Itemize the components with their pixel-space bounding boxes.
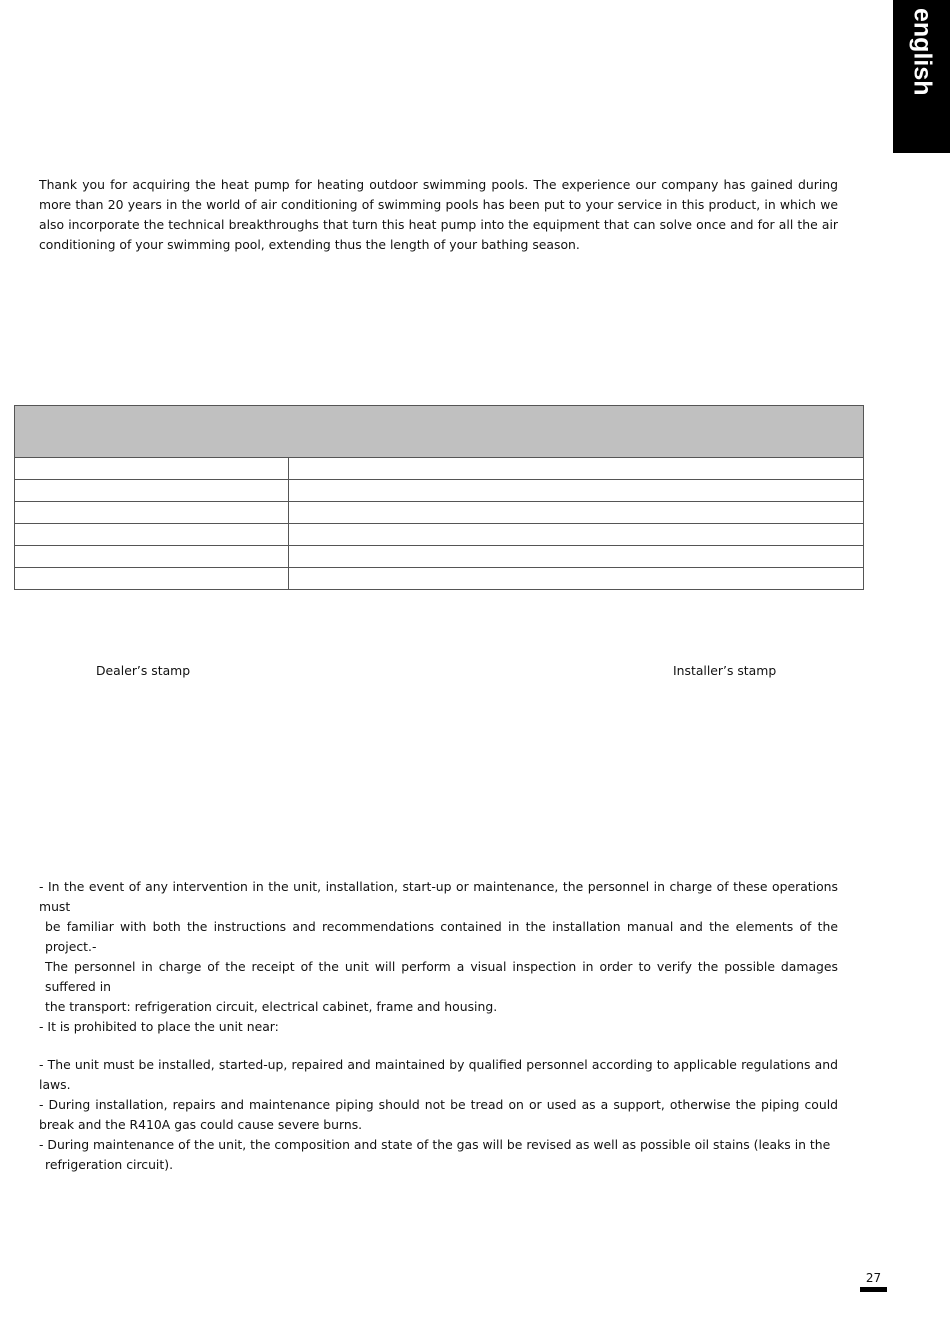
note-line: - It is prohibited to place the unit near: [39,1019,279,1034]
note-line: - During installation, repairs and maintenance piping should not be tread on or used as a support, otherwise the piping could break and the R410A gas could cause severe burns. [39,1097,838,1132]
table-row [15,480,864,502]
note-line: - During maintenance of the unit, the composition and state of the gas will be revised as well as possible oil stains (leaks in the [39,1137,831,1152]
intro-paragraph: Thank you for acquiring the heat pump for heating outdoor swimming pools. The experience our company has gained during more than 20 years in the world of air conditioning of swimming pools has been put to your service in this product, in which we also incorporate the technical breakthroughs that turn this heat pump into the equipment that can solve once and for all the air conditioning of your swimming pool, extending thus the length of your bathing season. [39,177,838,252]
table-cell-value [289,546,864,568]
table-header-cell [15,406,864,458]
table-cell-value [289,524,864,546]
table-row [15,524,864,546]
table-cell-label [15,458,289,480]
note-line: - The unit must be installed, started-up, repaired and maintained by qualified personnel according to applicable regulations and laws. [39,1057,838,1092]
table-header-row [15,406,864,458]
table-row [15,502,864,524]
table-cell-label [15,524,289,546]
registration-table [14,405,864,590]
page-number: 27 [865,1271,882,1285]
note-line: the transport: refrigeration circuit, electrical cabinet, frame and housing. [45,999,498,1014]
note-line: The personnel in charge of the receipt of the unit will perform a visual inspection in order to verify the possible damages suffered in [45,959,838,994]
installer-stamp-label: Installer’s stamp [673,663,777,678]
table-cell-value [289,480,864,502]
table-row [15,458,864,480]
table-row [15,546,864,568]
table-row [15,568,864,590]
note-line: refrigeration circuit). [45,1157,174,1172]
note-line: - In the event of any intervention in the unit, installation, start-up or maintenance, the personnel in charge of these operations must [39,879,838,914]
note-spacer [39,1037,838,1055]
page-number-bar [860,1287,887,1292]
table-cell-label [15,502,289,524]
table-cell-value [289,502,864,524]
table-cell-label [15,480,289,502]
safety-notes [39,877,838,1175]
dealer-stamp-label: Dealer’s stamp [96,663,191,678]
language-tab [893,0,950,153]
language-tab-label: english [908,8,937,96]
table-cell-value [289,458,864,480]
table-cell-label [15,568,289,590]
note-line: be familiar with both the instructions and recommendations contained in the installation manual and the elements of the project.- [45,919,838,954]
table-cell-label [15,546,289,568]
table-cell-value [289,568,864,590]
